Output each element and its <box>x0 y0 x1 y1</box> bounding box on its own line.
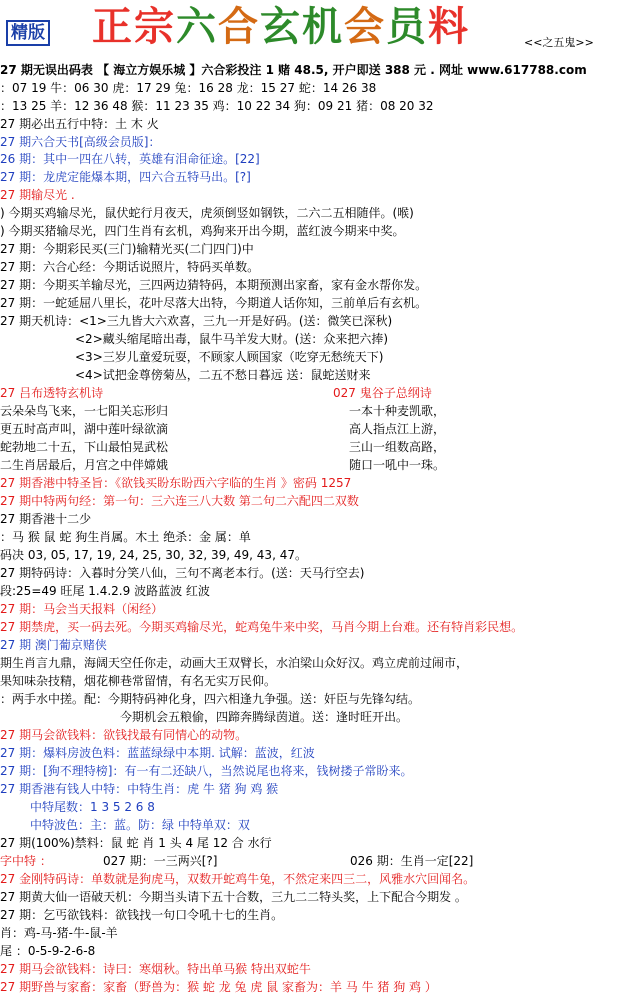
text-line: 一本十种麦凯歌， <box>349 404 446 418</box>
text-line: 27 期野兽与家畜：家畜（野兽为：猴 蛇 龙 兔 虎 鼠 家畜为：羊 马 牛 猪 狗 鸡 ） <box>0 980 437 994</box>
text-line: 27 期：爆料房波色料：蓝蓝绿绿中本期. 试解：蓝波，红波 <box>0 746 315 760</box>
page-title: 正宗六合玄机会员料 <box>92 3 470 50</box>
text-line: 随口一吼中一珠。 <box>349 458 446 472</box>
text-line: 27 期 澳门葡京赌侠 <box>0 638 107 652</box>
text-line: 27 金刚特码诗：单数就是狗虎马，双数开蛇鸡牛兔，不然定来四三二，风雅水穴回闻名。 <box>0 872 476 886</box>
text-line: 中特波色：主：蓝。防：绿 中特单双：双 <box>30 818 250 832</box>
text-line: 27 期马会欲钱料：欲钱找最有同情心的动物。 <box>0 728 248 742</box>
text-line: 27 期：六合心经：今期话说照片，特码买单数。 <box>0 260 260 274</box>
page-subtitle: <<之五鬼>> <box>524 36 594 49</box>
text-line: 三山一组数高路， <box>349 440 446 454</box>
text-line: 蛇勃地二十五，下山最怕晃武松 <box>0 440 169 454</box>
text-line: 027 鬼谷子总纲诗 <box>333 386 432 400</box>
page-header <box>0 0 621 60</box>
text-line: 27 期：龙虎定能爆本期，四六合五特马出。[?] <box>0 170 251 184</box>
text-line: 期生肖言九鼎，海阔天空任你走，动画大王双臂长，水泊梁山众好汉。鸡立虎前过闹市， <box>0 656 469 670</box>
text-line: 云朵朵鸟飞来，一七阳关忘形归 <box>0 404 169 418</box>
text-line: 27 期特码诗：入暮时分笑八仙，三句不离老本行。(送：天马行空去) <box>0 566 365 580</box>
text-line: 27 期香港有钱人中特：中特生肖：虎 牛 猪 狗 鸡 猴 <box>0 782 279 796</box>
text-line: 二生肖居最后，月宫之中伴嫦娥 <box>0 458 169 472</box>
text-line: <3>三岁儿童爱玩耍，不顾家人顾国家（吃穿无愁统天下) <box>75 350 384 364</box>
text-line: ) 今期买猪输尽光，四门生肖有玄机，鸡狗来开出今期，蓝红波今期来中奖。 <box>0 224 405 238</box>
text-line: ：马 猴 鼠 蛇 狗生肖属。木土 绝杀：金 属：单 <box>0 530 251 544</box>
text-line: 27 期：今期彩民买(三门)输精光买(二门四门)中 <box>0 242 254 256</box>
text-line: ：07 19 牛：06 30 虎：17 29 兔：16 28 龙：15 27 蛇：14 26 38 <box>0 81 377 95</box>
text-line: 尾 ：0-5-9-2-6-8 <box>0 944 96 958</box>
text-line: 27 期天机诗：<1>三九皆大六欢喜，三九一开是好码。(送：微笑已深秋) <box>0 314 393 328</box>
text-line: <2>藏头缩尾暗出毒，鼠牛马羊发大财。(送：众来把六捧) <box>75 332 389 346</box>
text-line: 中特尾数：1 3 5 2 6 8 <box>30 800 155 814</box>
text-line: 果知味杂技精，烟花柳巷常留情，有名无实万民仰。 <box>0 674 277 688</box>
text-line: 码决 03, 05, 17, 19, 24, 25, 30, 32, 39, 49, 43, 47。 <box>0 548 307 562</box>
text-line: 027 期：一三两兴[?] <box>103 854 218 868</box>
text-line: 字中特 ： <box>0 854 52 868</box>
text-line: 肖：鸡-马-猪-牛-鼠-羊 <box>0 926 118 940</box>
text-line: 27 期：今期买羊输尽光，三四两边猜特码，本期预测出家畜，家有金水帮你发。 <box>0 278 428 292</box>
text-line: 27 期无误出码表 【 海立方娱乐城 】六合彩投注 1 赌 48.5, 开户即送 388 元 . 网址 www.617788.com <box>0 63 587 77</box>
text-line: 27 期：一蛇延屈八里长，花叶尽落大出特，今期道人话你知，三前单后有玄机。 <box>0 296 428 310</box>
text-line: 27 期：乞丐欲钱料：欲钱找一句口令吼十七的生肖。 <box>0 908 284 922</box>
text-line: 27 期(100%)禁料：鼠 蛇 肖 1 头 4 尾 12 合 水行 <box>0 836 272 850</box>
text-line: 高人指点江上游， <box>349 422 446 436</box>
edition-badge: 精版 <box>6 20 50 46</box>
text-line: 27 期：马会当天报料（闲经） <box>0 602 164 616</box>
text-line: 段:25=49 旺尾 1.4.2.9 波路蓝波 红波 <box>0 584 210 598</box>
text-line: <4>试把金尊傍菊丛，二五不愁日暮远 送：鼠蛇送财来 <box>75 368 371 382</box>
text-line: 更五时高声叫，湖中莲叶绿欲滴 <box>0 422 169 436</box>
text-line: 27 期黄大仙一语破天机：今期当头请下五十合数，三九二二特头奖，上下配合今期发 。 <box>0 890 467 904</box>
text-line: 27 吕布透特玄机诗 <box>0 386 104 400</box>
text-line: 26 期：其中一四在八转，英雄有泪命征途。[22] <box>0 152 260 166</box>
text-line: 026 期：生肖一定[22] <box>350 854 474 868</box>
text-line: 27 期马会欲钱料：诗曰：寒烟秋。特出单马猴 特出双蛇牛 <box>0 962 311 976</box>
text-line: 27 期：[狗不理特榜]：有一有二还缺八，当然说尾也将来，钱树搂子常盼来。 <box>0 764 413 778</box>
text-line: 27 期香港十二少 <box>0 512 92 526</box>
text-line: ：两手水中搓。配：今期特码神化身，四六相逢九争强。送：奸臣与先锋勾结。 <box>0 692 421 706</box>
text-line: 27 期中特两句经：第一句：三六连三八大数 第二句二六配四二双数 <box>0 494 359 508</box>
text-line: 27 期输尽光 . <box>0 188 75 202</box>
text-line: 27 期六合天书[高级会员版]： <box>0 135 161 149</box>
text-line: ) 今期买鸡输尽光，鼠伏蛇行月夜天，虎须倒竖如钢铁，二六二五相随伴。(喉) <box>0 206 414 220</box>
text-line: 27 期禁虎，买一码去死。今期买鸡输尽光，蛇鸡兔牛来中奖，马肖今期上台难。还有特肖彩民想。 <box>0 620 524 634</box>
text-line: 27 期必出五行中特：土 木 火 <box>0 117 159 131</box>
text-line: 今期机会五粮偷，四蹄奔腾绿茵道。送：逢时旺开出。 <box>120 710 409 724</box>
text-line: ：13 25 羊：12 36 48 猴：11 23 35 鸡：10 22 34 狗：09 21 猪：08 20 32 <box>0 99 434 113</box>
text-line: 27 期香港中特圣旨：《欲钱买盼东盼西六字临的生肖 》密码 1257 <box>0 476 352 490</box>
